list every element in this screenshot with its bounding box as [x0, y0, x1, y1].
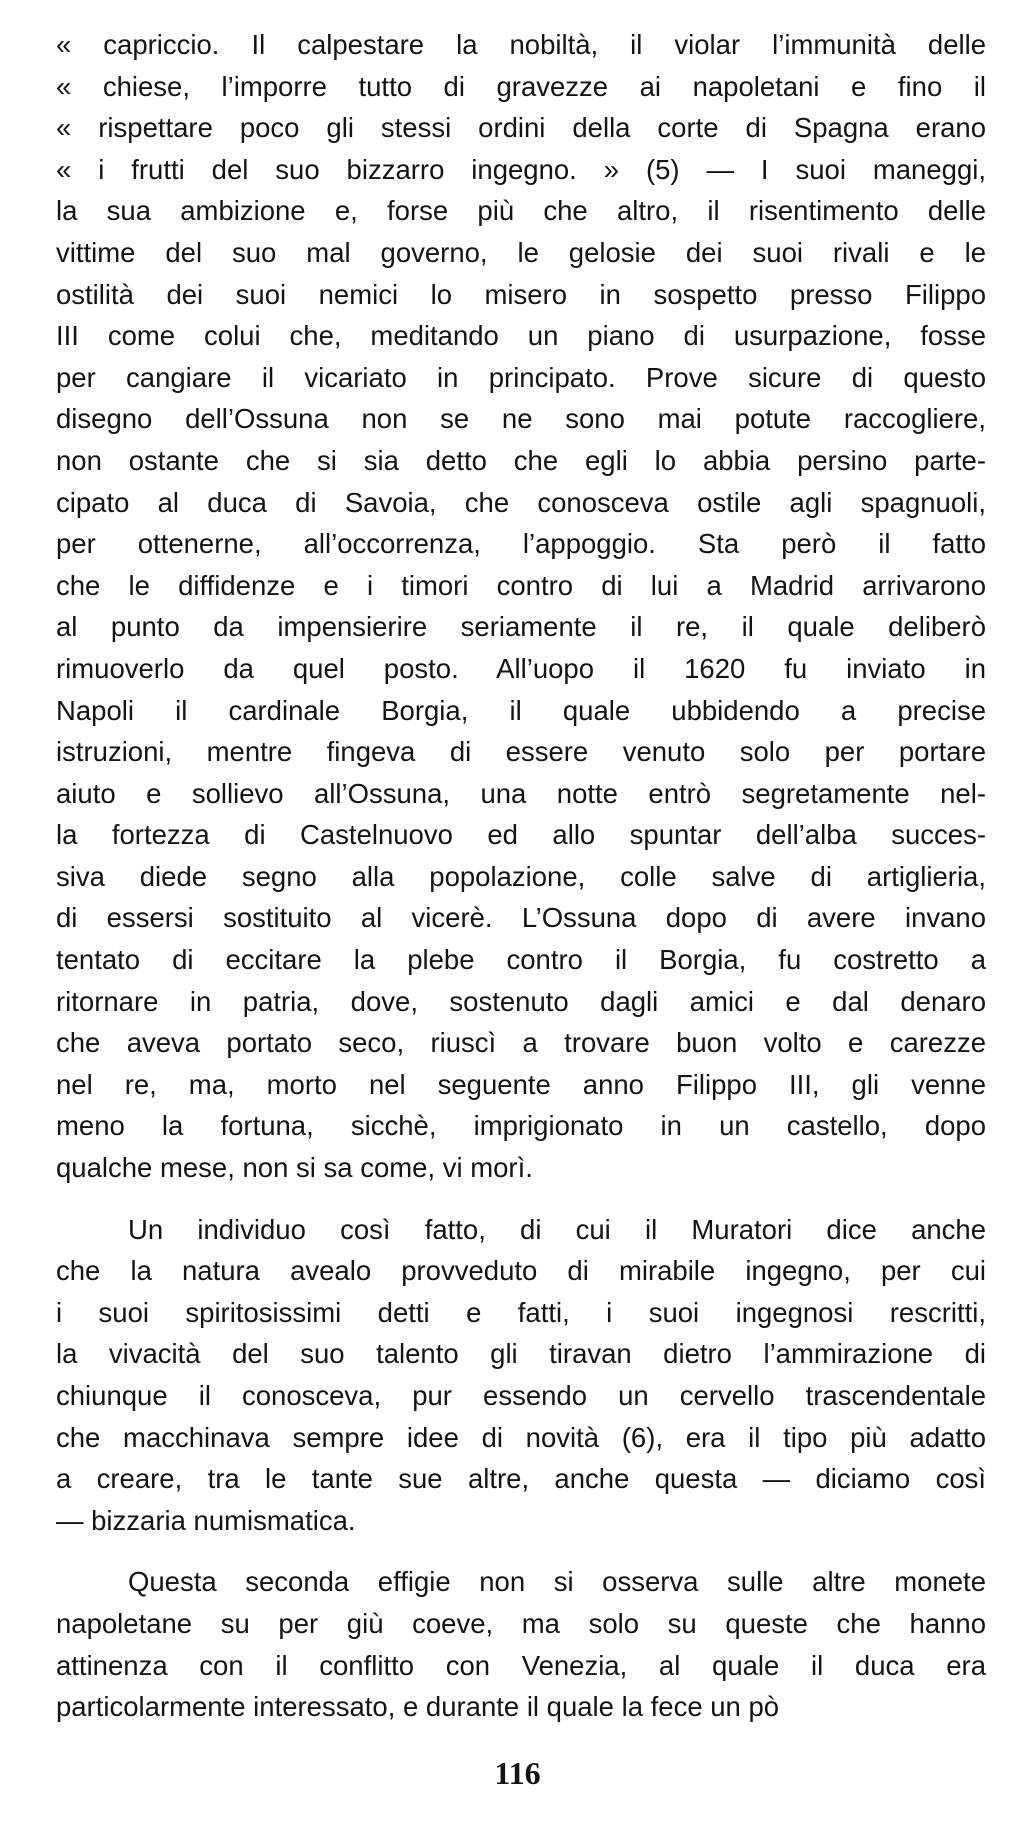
- text-line: che macchinava sempre idee di novità (6), era il tipo più adatto: [56, 1421, 986, 1453]
- text-line: « rispettare poco gli stessi ordini della corte di Spagna erano: [56, 112, 986, 144]
- text-line: disegno dell’Ossuna non se ne sono mai potute raccogliere,: [56, 403, 986, 435]
- text-line: ritornare in patria, dove, sostenuto dagli amici e dal denaro: [56, 985, 986, 1017]
- text-line: tentato di eccitare la plebe contro il Borgia, fu costretto a: [56, 944, 986, 976]
- text-line: « chiese, l’imporre tutto di gravezze ai napoletani e fino il: [56, 70, 986, 102]
- text-line: di essersi sostituito al vicerè. L’Ossuna dopo di avere invano: [56, 902, 986, 934]
- text-line: non ostante che si sia detto che egli lo abbia persino parte-: [56, 444, 986, 476]
- text-line: aiuto e sollievo all’Ossuna, una notte entrò segretamente nel-: [56, 777, 986, 809]
- text-line: « i frutti del suo bizzarro ingegno. » (5) — I suoi maneggi,: [56, 153, 986, 185]
- text-line: vittime del suo mal governo, le gelosie dei suoi rivali e le: [56, 236, 986, 268]
- text-line: qualche mese, non si sa come, vi morì.: [56, 1152, 533, 1184]
- text-line: Napoli il cardinale Borgia, il quale ubbidendo a precise: [56, 694, 986, 726]
- text-line: particolarmente interessato, e durante il quale la fece un pò: [56, 1691, 780, 1723]
- text-line: Un individuo così fatto, di cui il Muratori dice anche: [128, 1213, 986, 1245]
- text-line: cipato al duca di Savoia, che conosceva ostile agli spagnuoli,: [56, 486, 986, 518]
- paragraph: [56, 24, 986, 1189]
- text-line: istruzioni, mentre fingeva di essere venuto solo per portare: [56, 736, 986, 768]
- text-line: per ottenerne, all’occorrenza, l’appoggio. Sta però il fatto: [56, 528, 986, 560]
- text-line: siva diede segno alla popolazione, colle salve di artiglieria,: [56, 860, 986, 892]
- text-line: la vivacità del suo talento gli tiravan dietro l’ammirazione di: [56, 1338, 986, 1370]
- text-line: — bizzaria numismatica.: [56, 1504, 356, 1536]
- body-text: [56, 24, 986, 1728]
- paragraph-gap: [56, 1189, 986, 1209]
- text-line: i suoi spiritosissimi detti e fatti, i suoi ingegnosi rescritti,: [56, 1296, 986, 1328]
- text-line: meno la fortuna, sicchè, imprigionato in un castello, dopo: [56, 1110, 986, 1142]
- text-line: la sua ambizione e, forse più che altro, il risentimento delle: [56, 195, 986, 227]
- text-line: che la natura avealo provveduto di mirabile ingegno, per cui: [56, 1255, 986, 1287]
- paragraph: [56, 1561, 986, 1727]
- text-line: a creare, tra le tante sue altre, anche questa — diciamo così: [56, 1463, 986, 1495]
- text-line: chiunque il conosceva, pur essendo un cervello trascendentale: [56, 1380, 986, 1411]
- text-line: Questa seconda effigie non si osserva sulle altre monete: [128, 1566, 986, 1598]
- text-line: napoletane su per giù coeve, ma solo su queste che hanno: [56, 1607, 986, 1639]
- text-line: che aveva portato seco, riuscì a trovare buon volto e carezze: [56, 1027, 986, 1059]
- text-line: attinenza con il conflitto con Venezia, al quale il duca era: [56, 1649, 986, 1681]
- text-line: per cangiare il vicariato in principato. Prove sicure di questo: [56, 361, 986, 393]
- text-line: nel re, ma, morto nel seguente anno Filippo III, gli venne: [56, 1068, 986, 1100]
- text-line: « capriccio. Il calpestare la nobiltà, il violar l’immunità delle: [56, 29, 986, 60]
- page-number: 116: [494, 1755, 541, 1791]
- text-line: rimuoverlo da quel posto. All’uopo il 1620 fu inviato in: [56, 652, 986, 684]
- paragraph-gap: [56, 1541, 986, 1561]
- text-line: al punto da impensierire seriamente il re, il quale deliberò: [56, 611, 986, 643]
- text-line: che le diffidenze e i timori contro di lui a Madrid arrivarono: [56, 569, 986, 601]
- text-line: III come colui che, meditando un piano di usurpazione, fosse: [56, 320, 986, 352]
- text-line: la fortezza di Castelnuovo ed allo spuntar dell’alba succes-: [56, 819, 986, 851]
- paragraph: [56, 1209, 986, 1542]
- text-line: ostilità dei suoi nemici lo misero in sospetto presso Filippo: [56, 278, 986, 310]
